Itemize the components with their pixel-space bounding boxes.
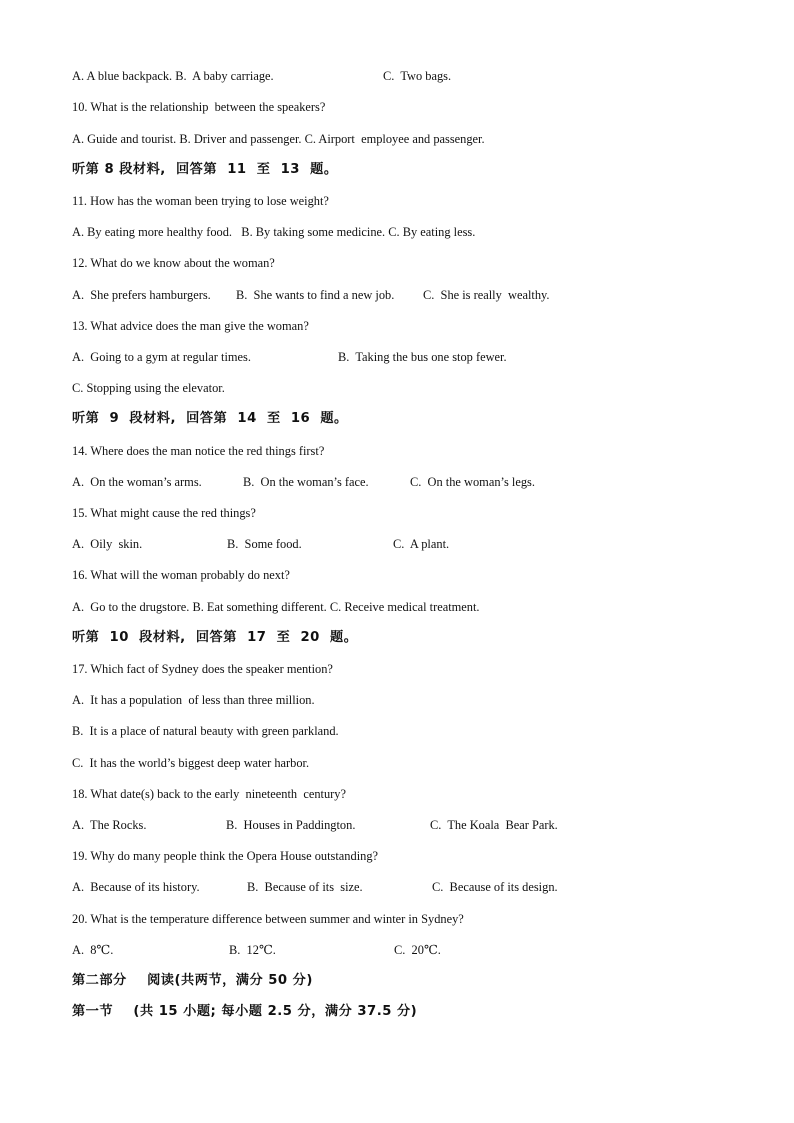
q19-option-a: A. Because of its history.: [72, 880, 200, 894]
question-20: 20. What is the temperature difference between summer and winter in Sydney?: [72, 912, 464, 926]
section-10-heading: 听第 10 段材料, 回答第 17 至 20 题。: [72, 630, 358, 645]
q17-option-c: C. It has the world’s biggest deep water harbor.: [72, 756, 310, 770]
q12-option-c: C. She is really wealthy.: [423, 288, 550, 302]
q10-options: A. Guide and tourist. B. Driver and passenger. C. Airport employee and passenger.: [72, 132, 485, 146]
question-19: 19. Why do many people think the Opera House outstanding?: [72, 849, 379, 863]
question-15: 15. What might cause the red things?: [72, 506, 256, 520]
q12-option-a: A. She prefers hamburgers.: [72, 288, 211, 302]
part-2-heading: 第二部分 阅读(共两节，满分 50 分): [72, 973, 313, 988]
q14-option-c: C. On the woman’s legs.: [410, 475, 535, 489]
q16-options: A. Go to the drugstore. B. Eat something different. C. Receive medical treatment.: [72, 600, 480, 614]
q11-options: A. By eating more healthy food. B. By taking some medicine. C. By eating less.: [72, 225, 476, 239]
question-11: 11. How has the woman been trying to lose weight?: [72, 194, 329, 208]
q12-option-b: B. She wants to find a new job.: [236, 288, 395, 302]
section-9-heading: 听第 9 段材料, 回答第 14 至 16 题。: [72, 411, 348, 426]
q15-option-b: B. Some food.: [227, 537, 302, 551]
question-12: 12. What do we know about the woman?: [72, 256, 275, 270]
q18-option-c: C. The Koala Bear Park.: [430, 818, 558, 832]
q19-option-b: B. Because of its size.: [247, 880, 363, 894]
q9-option-c: C. Two bags.: [383, 69, 452, 83]
q18-option-b: B. Houses in Paddington.: [226, 818, 356, 832]
q13-option-a: A. Going to a gym at regular times.: [72, 350, 251, 364]
q15-option-c: C. A plant.: [393, 537, 450, 551]
q20-option-b: B. 12℃.: [229, 943, 276, 957]
q14-option-a: A. On the woman’s arms.: [72, 475, 202, 489]
question-14: 14. Where does the man notice the red things first?: [72, 444, 325, 458]
question-13: 13. What advice does the man give the woman?: [72, 319, 309, 333]
q17-option-b: B. It is a place of natural beauty with green parkland.: [72, 724, 339, 738]
section-8-heading: 听第 8 段材料, 回答第 11 至 13 题。: [72, 162, 338, 177]
q20-option-a: A. 8℃.: [72, 943, 114, 957]
q9-option-ab: A. A blue backpack. B. A baby carriage.: [72, 69, 274, 83]
question-16: 16. What will the woman probably do next?: [72, 568, 290, 582]
section-1-heading: 第一节 (共 15 小题; 每小题 2.5 分，满分 37.5 分): [72, 1004, 418, 1019]
q17-option-a: A. It has a population of less than three million.: [72, 693, 315, 707]
question-10: 10. What is the relationship between the speakers?: [72, 100, 326, 114]
q14-option-b: B. On the woman’s face.: [243, 475, 369, 489]
q19-option-c: C. Because of its design.: [432, 880, 558, 894]
q13-option-c: C. Stopping using the elevator.: [72, 381, 225, 395]
q13-option-b: B. Taking the bus one stop fewer.: [338, 350, 507, 364]
q18-option-a: A. The Rocks.: [72, 818, 147, 832]
q20-option-c: C. 20℃.: [394, 943, 441, 957]
q15-option-a: A. Oily skin.: [72, 537, 143, 551]
question-17: 17. Which fact of Sydney does the speaker mention?: [72, 662, 333, 676]
question-18: 18. What date(s) back to the early nineteenth century?: [72, 787, 346, 801]
